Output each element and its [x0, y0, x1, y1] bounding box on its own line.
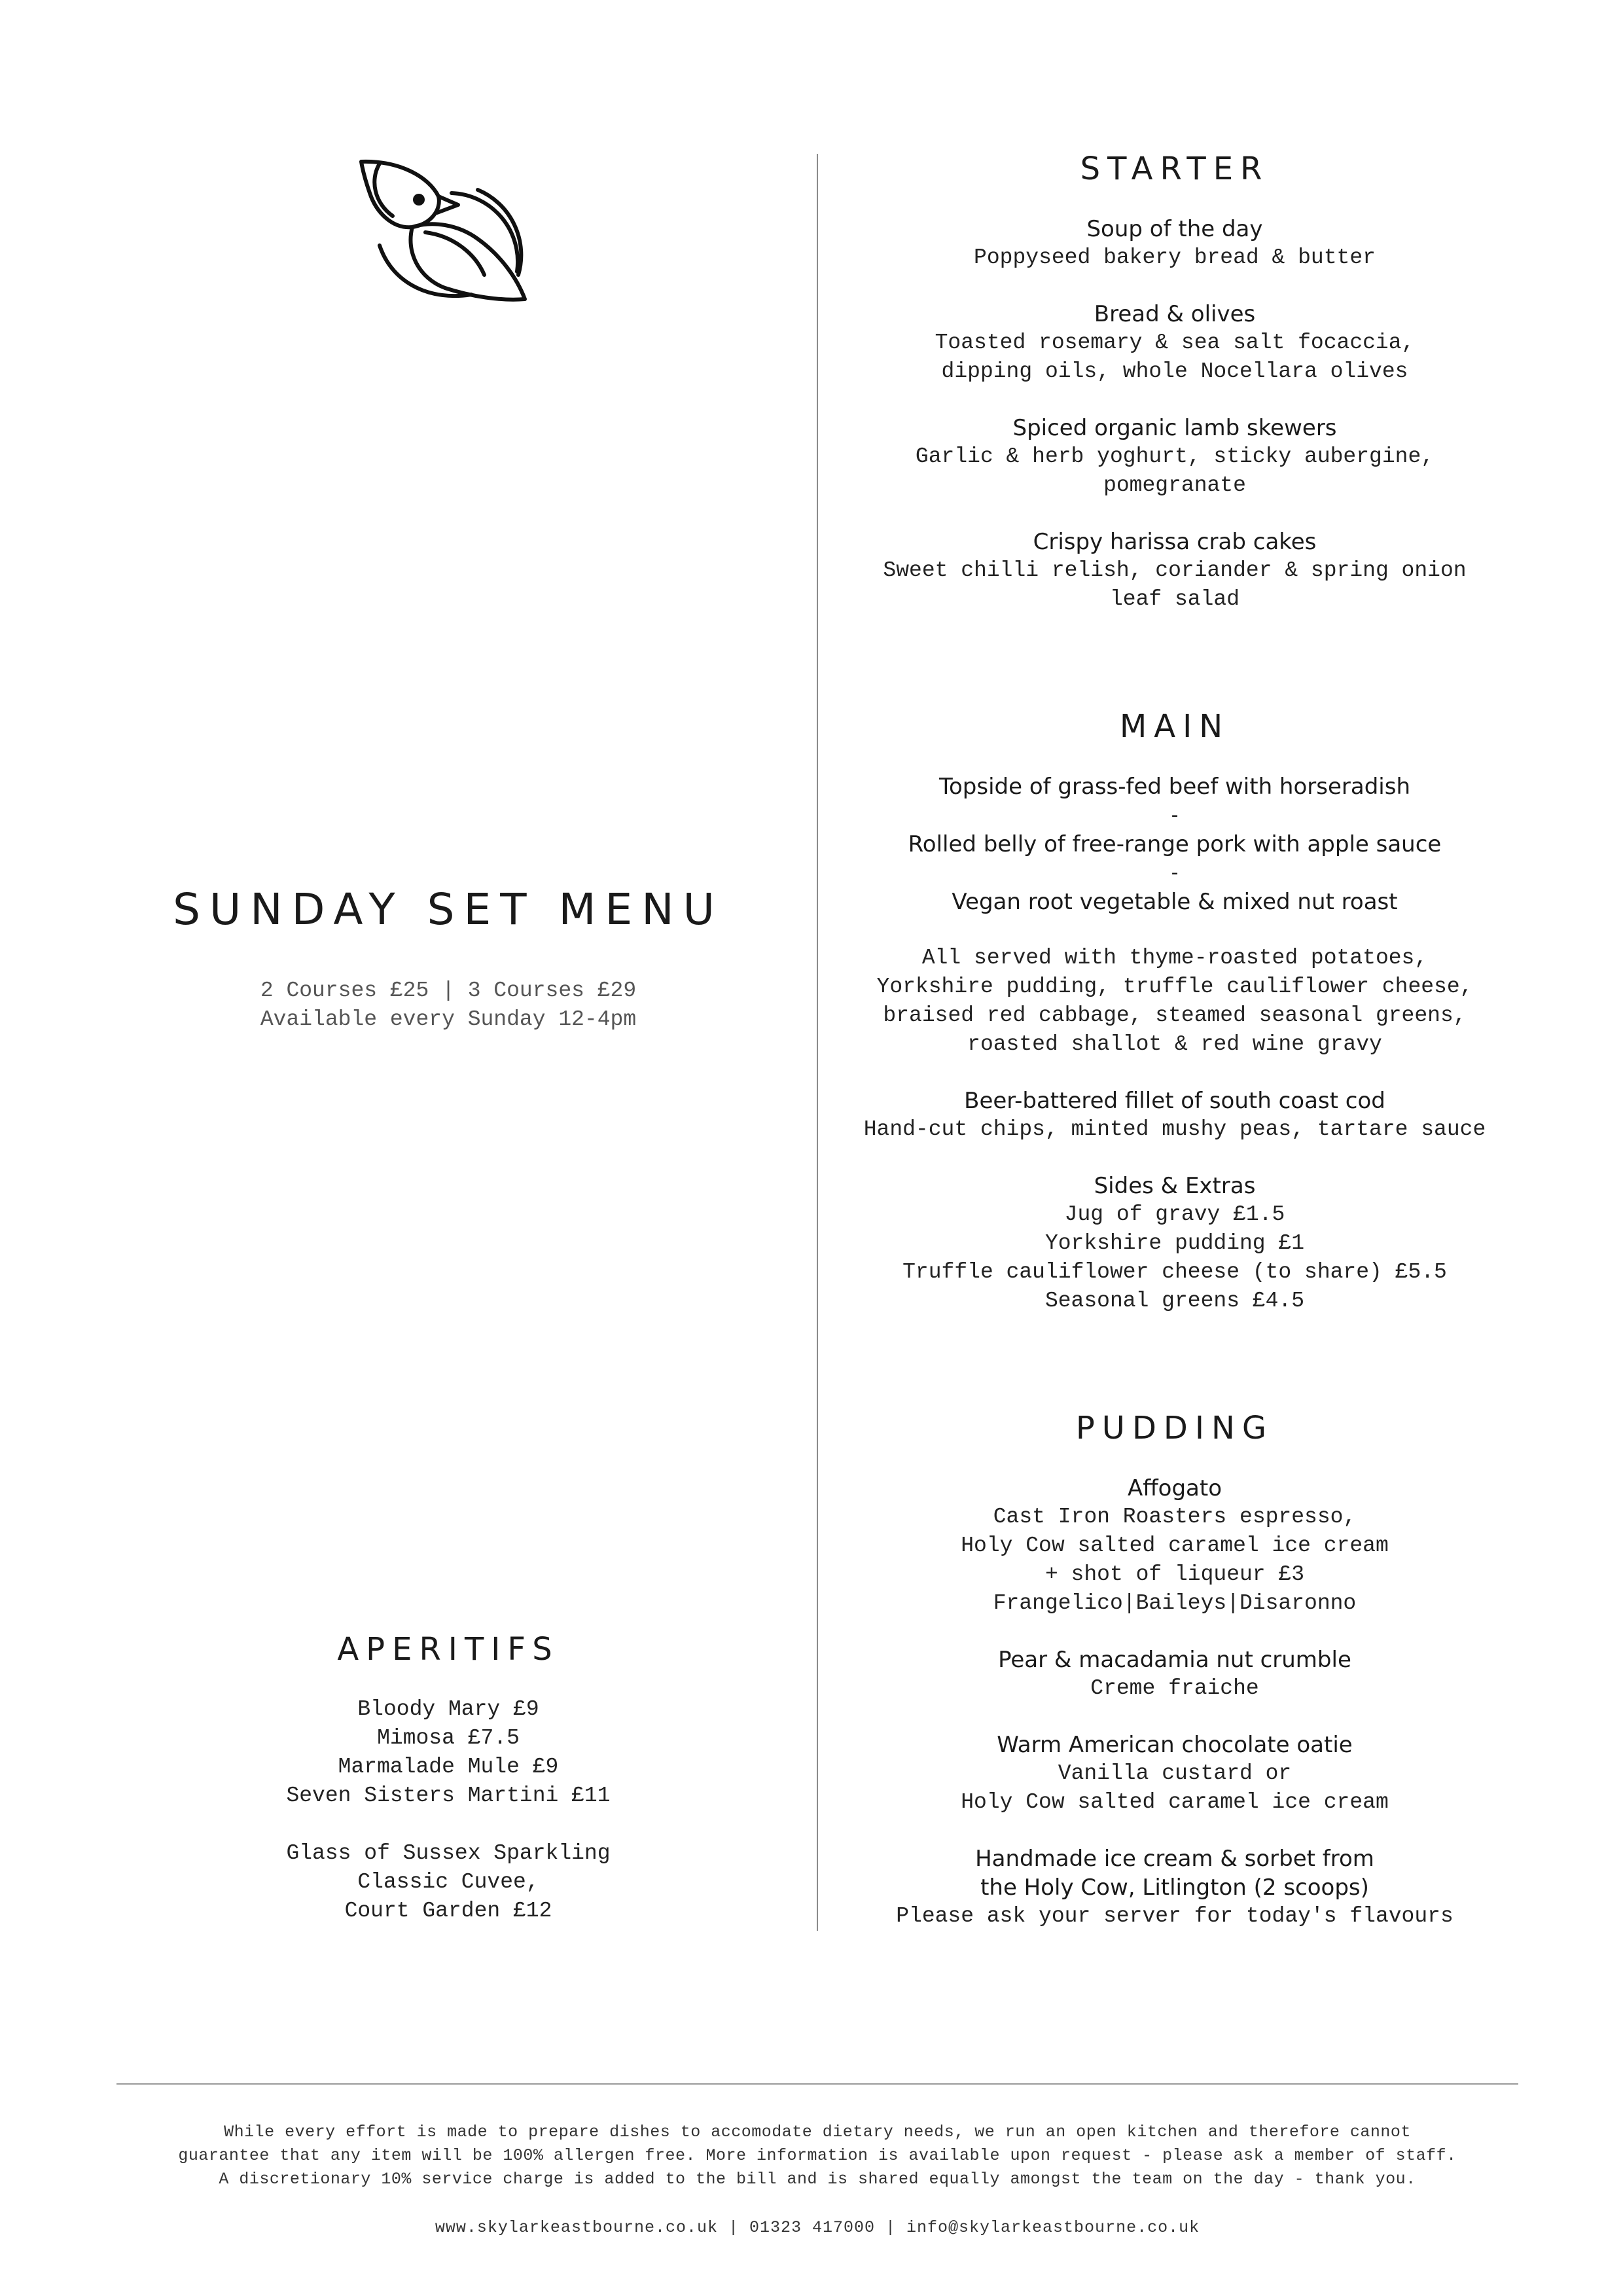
dish-name: Pear & macadamia nut crumble: [998, 1647, 1351, 1673]
dish-desc: Creme fraiche: [1090, 1676, 1259, 1700]
allergen-notice: [116, 2121, 1518, 2191]
main-heading: MAIN: [1119, 708, 1230, 745]
menu-item: [818, 414, 1531, 500]
pudding-section: [818, 1408, 1531, 1931]
dish-desc: leaf salad: [1109, 587, 1240, 611]
menu-item: [818, 1474, 1531, 1618]
notice-line: While every effort is made to prepare dishes to accomodate dietary needs, we run an open kitchen and therefore cannot: [224, 2123, 1411, 2142]
starter-section: [818, 149, 1531, 614]
starter-heading: STARTER: [1080, 151, 1270, 187]
dish-desc: All served with thyme-roasted potatoes,: [921, 946, 1428, 970]
page-title: SUNDAY SET MENU: [173, 884, 724, 935]
dish-name: Affogato: [1127, 1475, 1222, 1501]
dish-desc: + shot of liqueur £3: [1044, 1562, 1305, 1587]
dish-desc: Poppyseed bakery bread & butter: [974, 245, 1376, 270]
dish-desc: Cast Iron Roasters espresso,: [993, 1505, 1357, 1529]
menu-item: [818, 1844, 1531, 1931]
menu-item: [818, 1086, 1531, 1144]
dish-desc: Frangelico|Baileys|Disaronno: [993, 1591, 1357, 1615]
dish-desc: Yorkshire pudding, truffle cauliflower cheese,: [876, 975, 1473, 999]
dish-name: Beer-battered fillet of south coast cod: [964, 1088, 1385, 1114]
dish-desc: Toasted rosemary & sea salt focaccia,: [935, 331, 1415, 355]
separator: -: [1171, 861, 1179, 884]
dish-name: Crispy harissa crab cakes: [1033, 529, 1317, 555]
dish-desc: dipping oils, whole Nocellara olives: [941, 359, 1408, 384]
dish-desc: Sweet chilli relish, coriander & spring onion: [883, 558, 1467, 583]
menu-item: [818, 215, 1531, 272]
dish-name: Bread & olives: [1094, 301, 1256, 327]
menu-item: [818, 528, 1531, 614]
pudding-heading: PUDDING: [1075, 1410, 1274, 1446]
notice-line: guarantee that any item will be 100% allergen free. More information is available upon request - please ask a member of staff.: [178, 2146, 1457, 2165]
dish-name: Vegan root vegetable & mixed nut roast: [952, 889, 1398, 915]
dish-name: Spiced organic lamb skewers: [1012, 415, 1337, 441]
aperitifs-heading: APERITIFS: [337, 1631, 560, 1668]
footer-divider: [116, 2083, 1518, 2085]
dish-desc: braised red cabbage, steamed seasonal greens,: [883, 1003, 1467, 1028]
aperitif-item: Seven Sisters Martini £11: [286, 1784, 611, 1808]
dish-name: Warm American chocolate oatie: [997, 1732, 1353, 1758]
dish-name: Topside of grass-fed beef with horseradish: [939, 774, 1410, 800]
bird-logo-icon: [353, 147, 543, 324]
main-section: [818, 707, 1531, 1316]
served-with: [818, 944, 1531, 1059]
availability: Available every Sunday 12-4pm: [260, 1007, 637, 1031]
sparkling-line: Court Garden £12: [344, 1899, 552, 1923]
title-block: [105, 884, 792, 1034]
dish-name: Handmade ice cream & sorbet from: [975, 1846, 1374, 1872]
contact-info: www.skylarkeastbourne.co.uk | 01323 417000 | info@skylarkeastbourne.co.uk: [435, 2218, 1200, 2237]
dish-desc: pomegranate: [1103, 473, 1246, 497]
menu-item: [818, 1731, 1531, 1817]
notice-line: A discretionary 10% service charge is added to the bill and is shared equally amongst the team on the day - thank you.: [219, 2170, 1416, 2189]
dish-name: the Holy Cow, Litlington (2 scoops): [980, 1874, 1369, 1901]
dish-desc: Holy Cow salted caramel ice cream: [961, 1534, 1389, 1558]
aperitif-item: Marmalade Mule £9: [338, 1755, 559, 1779]
dish-name: Rolled belly of free-range pork with apple sauce: [908, 831, 1442, 857]
dish-desc: roasted shallot & red wine gravy: [967, 1032, 1382, 1056]
dish-desc: Garlic & herb yoghurt, sticky aubergine,: [915, 444, 1435, 469]
menu-item: [818, 300, 1531, 386]
side-item: Truffle cauliflower cheese (to share) £5.5: [902, 1260, 1447, 1284]
sparkling-line: Classic Cuvee,: [357, 1870, 539, 1894]
aperitif-item: Mimosa £7.5: [377, 1726, 520, 1750]
pricing: 2 Courses £25 | 3 Courses £29: [260, 978, 637, 1003]
side-item: Seasonal greens £4.5: [1044, 1289, 1305, 1313]
sides-extras: [818, 1172, 1531, 1316]
sparkling-line: Glass of Sussex Sparkling: [286, 1841, 611, 1865]
aperitifs-section: [105, 1630, 792, 1926]
separator: -: [1171, 804, 1179, 827]
dish-desc: Hand-cut chips, minted mushy peas, tartare sauce: [863, 1117, 1486, 1141]
dish-name: Soup of the day: [1086, 216, 1263, 242]
menu-item: [818, 1645, 1531, 1703]
dish-desc: Holy Cow salted caramel ice cream: [961, 1790, 1389, 1814]
dish-name: Sides & Extras: [1094, 1173, 1256, 1199]
side-item: Yorkshire pudding £1: [1044, 1231, 1305, 1255]
roast-options: [818, 772, 1531, 916]
side-item: Jug of gravy £1.5: [1064, 1202, 1285, 1227]
dish-desc: Please ask your server for today's flavours: [896, 1904, 1454, 1928]
aperitif-item: Bloody Mary £9: [357, 1697, 539, 1721]
dish-desc: Vanilla custard or: [1058, 1761, 1292, 1785]
